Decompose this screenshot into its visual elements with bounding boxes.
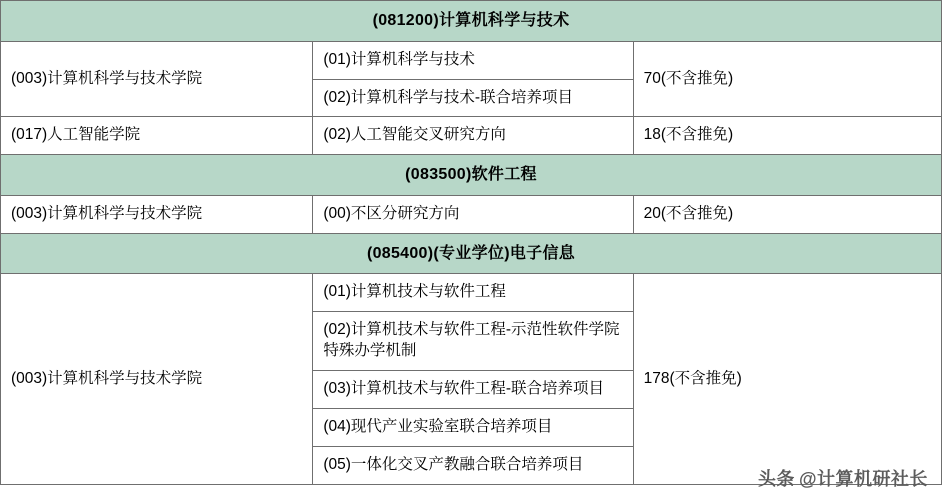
table-row — [1, 274, 942, 312]
direction-cell: (05)一体化交叉产教融合联合培养项目 — [313, 447, 633, 485]
direction-cell: (04)现代产业实验室联合培养项目 — [313, 409, 633, 447]
quota-cell: 20(不含推免) — [633, 195, 941, 233]
direction-cell: (00)不区分研究方向 — [313, 195, 633, 233]
watermark-logo: 头条 — [757, 469, 795, 489]
direction-cell: (01)计算机技术与软件工程 — [313, 274, 633, 312]
section-header-085400: (085400)(专业学位)电子信息 — [1, 233, 942, 274]
section-header-row — [1, 155, 942, 196]
direction-cell: (02)计算机技术与软件工程-示范性软件学院特殊办学机制 — [313, 312, 633, 371]
college-cell: (003)计算机科学与技术学院 — [1, 41, 313, 117]
table-row — [1, 41, 942, 79]
section-header-row — [1, 233, 942, 274]
section-header-row — [1, 1, 942, 42]
quota-cell: 70(不含推免) — [633, 41, 941, 117]
college-cell: (003)计算机科学与技术学院 — [1, 195, 313, 233]
quota-cell: 178(不含推免) — [633, 274, 941, 485]
watermark — [758, 465, 928, 491]
direction-cell: (03)计算机技术与软件工程-联合培养项目 — [313, 371, 633, 409]
college-cell: (003)计算机科学与技术学院 — [1, 274, 313, 485]
watermark-text: @计算机研社长 — [798, 469, 928, 489]
quota-cell: 18(不含推免) — [633, 117, 941, 155]
direction-cell: (02)计算机科学与技术-联合培养项目 — [313, 79, 633, 117]
table-row — [1, 195, 942, 233]
section-header-083500: (083500)软件工程 — [1, 155, 942, 196]
direction-cell: (01)计算机科学与技术 — [313, 41, 633, 79]
table-row — [1, 117, 942, 155]
direction-cell: (02)人工智能交叉研究方向 — [313, 117, 633, 155]
college-cell: (017)人工智能学院 — [1, 117, 313, 155]
section-header-081200: (081200)计算机科学与技术 — [1, 1, 942, 42]
